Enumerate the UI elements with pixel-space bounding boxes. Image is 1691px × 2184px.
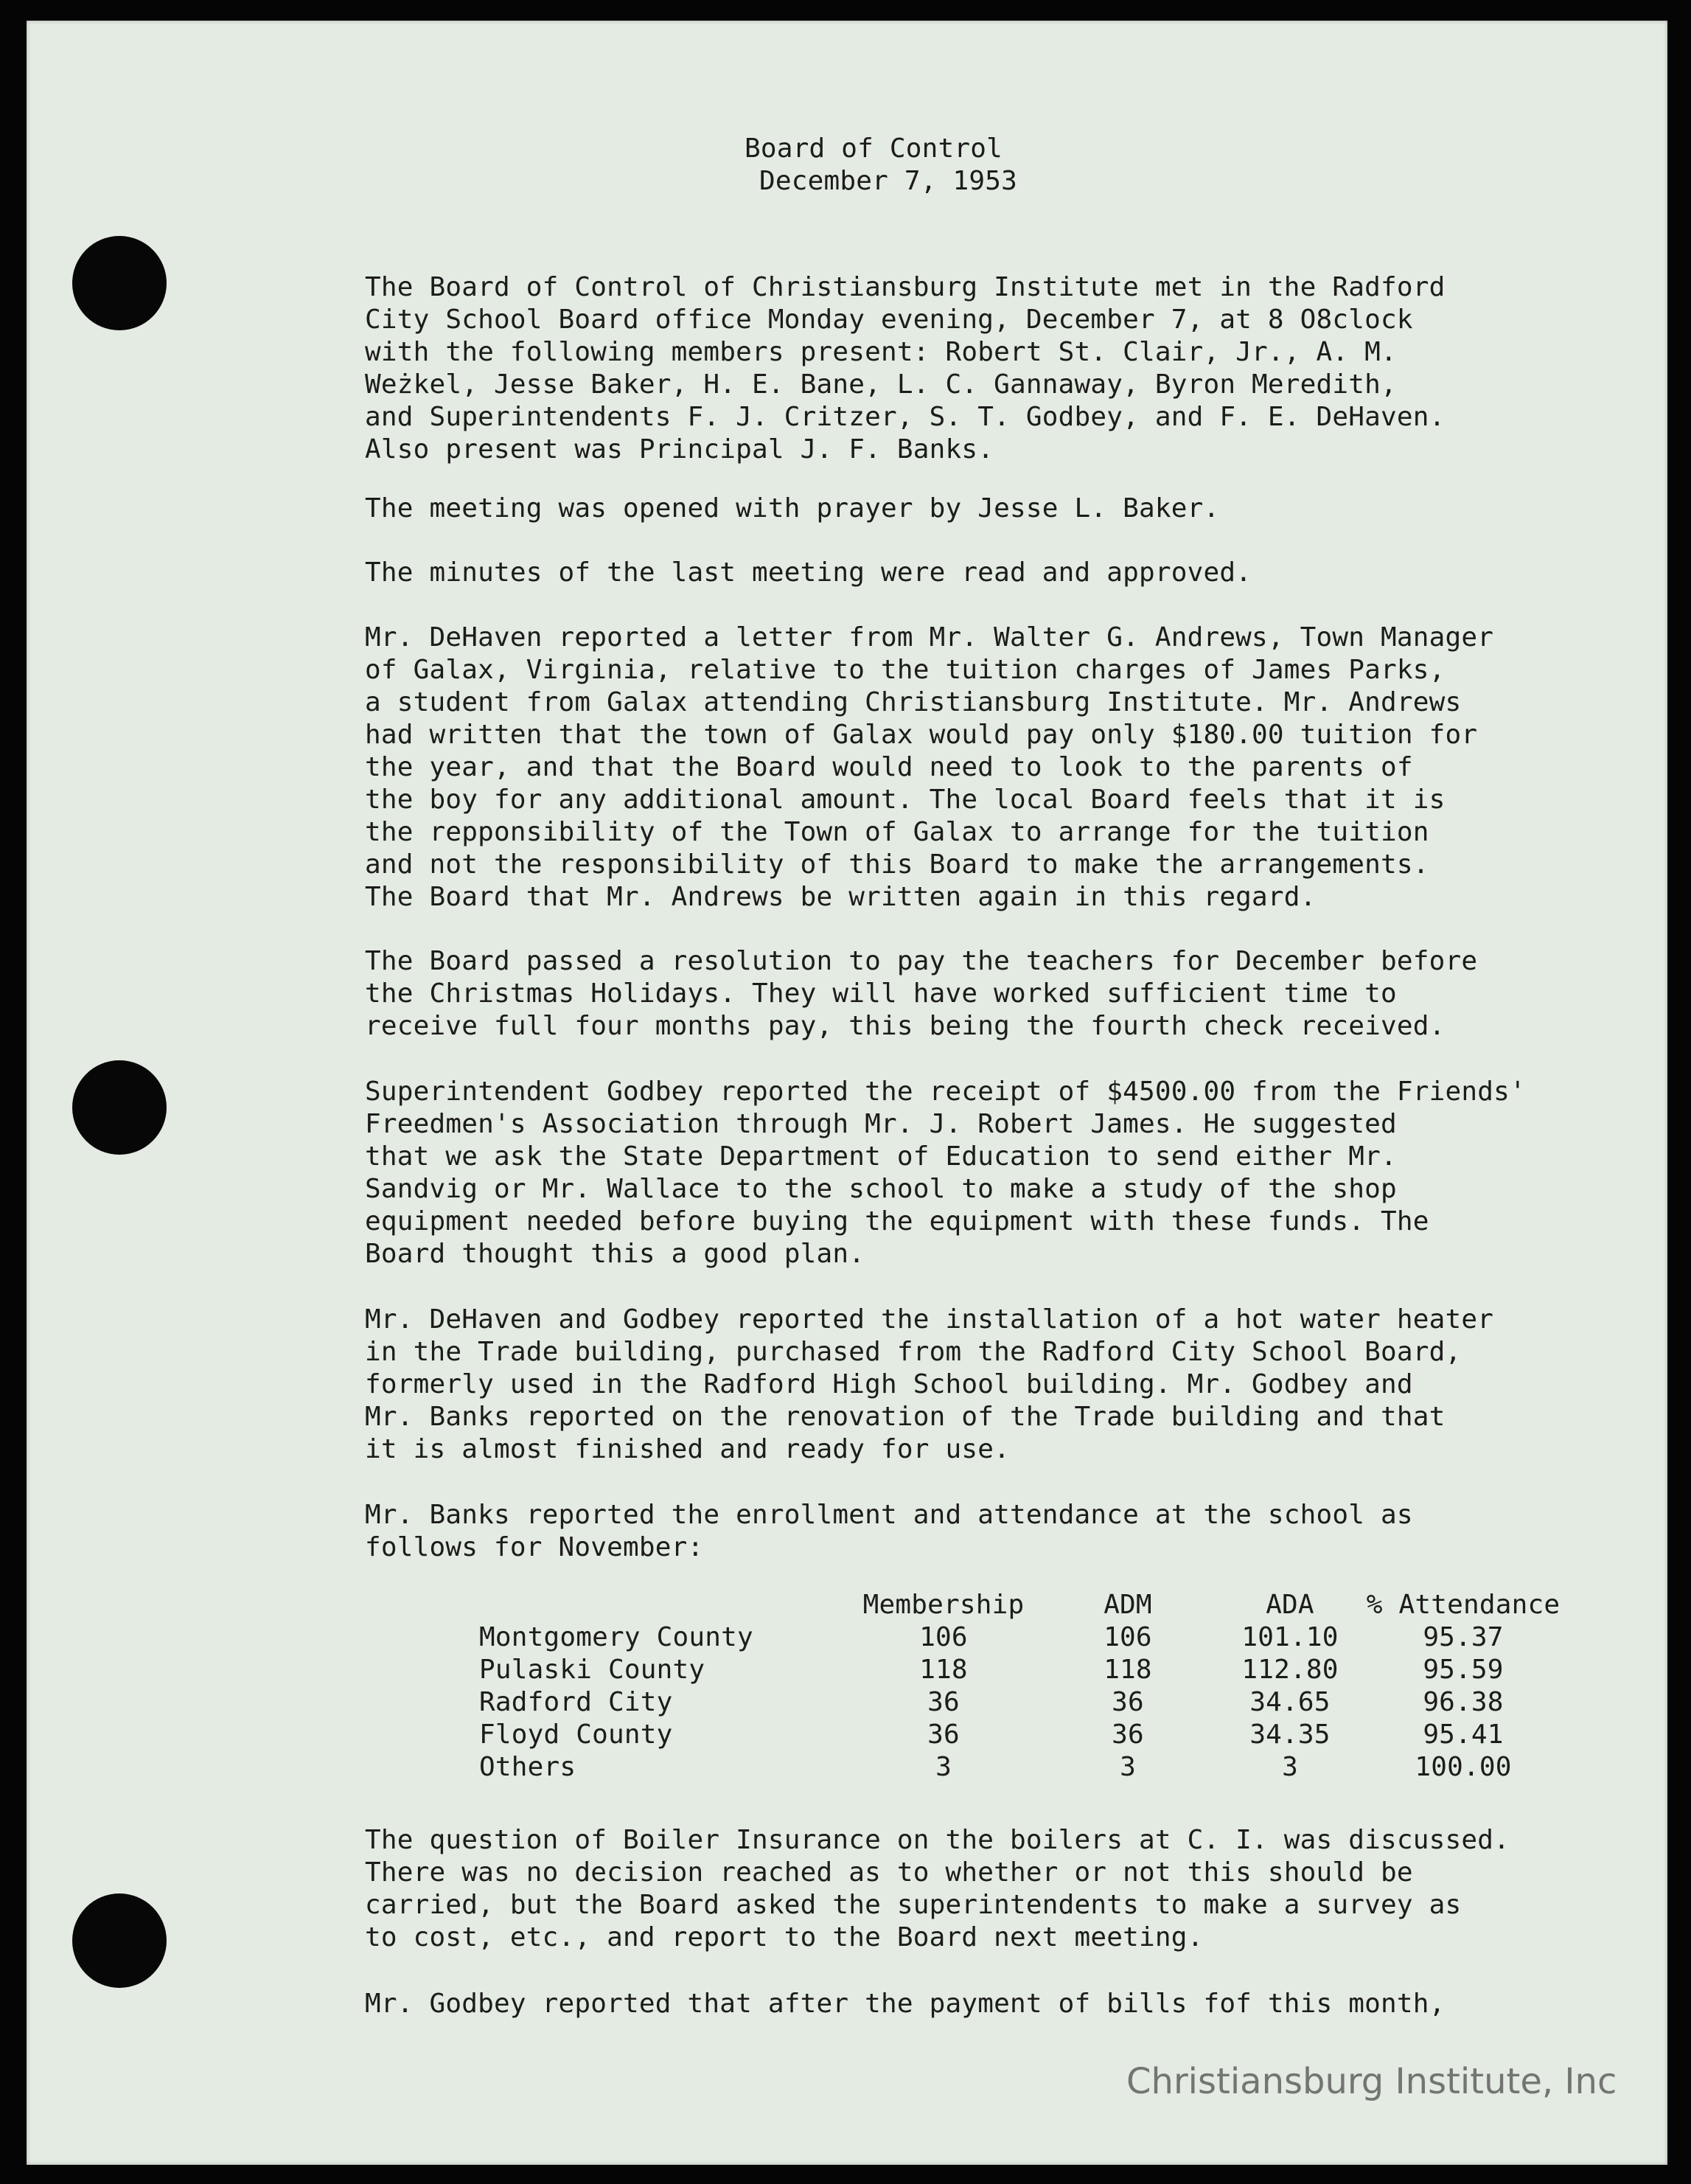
paragraph-teacher-pay: The Board passed a resolution to pay the teachers for December before the Christmas Holidays. They will have worked sufficient time to receive full four months pay, this being the fourth check received. (365, 946, 1478, 1041)
table-cell: 36 (927, 1687, 960, 1717)
table-row (479, 1686, 1563, 1719)
table-cell: 106 (919, 1622, 968, 1652)
paragraph-friends-funds: Superintendent Godbey reported the receipt of $4500.00 from the Friends' Freedmen's Association through Mr. J. Robert James. He suggested that we ask the State Department of Education to send either Mr. Sandvig or Mr. Wallace to the school to make a study of the shop equipment needed before buying the equipment with these funds. The Board thought this a good plan. (365, 1077, 1526, 1269)
table-cell: Pulaski County (479, 1655, 705, 1685)
table-cell: 118 (1103, 1655, 1152, 1685)
table-header-cell (479, 1589, 848, 1621)
paragraph-galax-tuition: Mr. DeHaven reported a letter from Mr. Walter G. Andrews, Town Manager of Galax, Virginia, relative to the tuition charges of James Parks, a student from Galax attending Christiansburg Institute. Mr. Andrews had written that the town of Galax would pay only $180.00 tuition for the year, and that the Board would need to look to the parents of the boy for any additional amount. The local Board feels that it is the repponsibility of the Town of Galax to arrange for the tuition and not the responsibility of this Board to make the arrangements. The Board that Mr. Andrews be written again in this regard. (365, 622, 1494, 912)
table-cell: 106 (1103, 1622, 1152, 1652)
table-cell: 118 (919, 1655, 968, 1685)
table-cell: 95.41 (1423, 1719, 1504, 1750)
table-cell: 34.65 (1249, 1687, 1331, 1717)
table-header-row (479, 1589, 1563, 1621)
table-row (479, 1654, 1563, 1686)
document-title (715, 133, 1098, 198)
title-line-2: December 7, 1953 (759, 166, 1017, 196)
punch-hole-bottom (72, 1893, 167, 1988)
table-cell: 3 (1282, 1752, 1298, 1782)
table-row (479, 1719, 1563, 1751)
table-cell: 96.38 (1423, 1687, 1504, 1717)
table-cell: 34.35 (1249, 1719, 1331, 1750)
table-row (479, 1621, 1563, 1654)
paragraph-bills: Mr. Godbey reported that after the payment of bills fof this month, (365, 1989, 1446, 2019)
table-cell: 3 (1120, 1752, 1136, 1782)
table-header-cell: ADM (1103, 1590, 1152, 1620)
table-cell: 3 (935, 1752, 952, 1782)
paragraph-minutes: The minutes of the last meeting were read and approved. (365, 557, 1252, 588)
table-cell: 95.37 (1423, 1622, 1504, 1652)
paragraph-boiler-insurance: The question of Boiler Insurance on the boilers at C. I. was discussed. There was no decision reached as to whether or not this should be carried, but the Board asked the superintendents to make a survey as to cost, etc., and report to the Board next meeting. (365, 1825, 1510, 1952)
paragraph-water-heater: Mr. DeHaven and Godbey reported the installation of a hot water heater in the Trade building, purchased from the Radford City School Board, formerly used in the Radford High School building. Mr. Godbey and Mr. Banks reported on the renovation of the Trade building and that it is almost finished and ready for use. (365, 1304, 1494, 1464)
table-header-cell: ADA (1266, 1590, 1314, 1620)
table-cell: 36 (927, 1719, 960, 1750)
table-header-cell: Membership (862, 1590, 1025, 1620)
table-cell: Montgomery County (479, 1622, 753, 1652)
table-cell: Radford City (479, 1687, 673, 1717)
punch-hole-middle (72, 1060, 167, 1155)
paragraph-prayer: The meeting was opened with prayer by Jesse L. Baker. (365, 493, 1220, 524)
paragraph-enrollment-intro: Mr. Banks reported the enrollment and attendance at the school as follows for November: (365, 1500, 1413, 1562)
table-row (479, 1751, 1563, 1784)
watermark: Christiansburg Institute, Inc (1126, 2061, 1617, 2102)
title-line-1: Board of Control (745, 133, 1003, 164)
table-cell: 112.80 (1241, 1655, 1339, 1685)
table-cell: 36 (1112, 1719, 1144, 1750)
punch-hole-top (72, 236, 167, 330)
paragraph-attendance-members: The Board of Control of Christiansburg Institute met in the Radford City School Board office Monday evening, December 7, at 8 O8clock with the following members present: Robert St. Clair, Jr., A. M. Weżkel, Jesse Baker, H. E. Bane, L. C. Gannaway, Byron Meredith, and Superintendents F. J. Critzer, S. T. Godbey, and F. E. DeHaven. Also present was Principal J. F. Banks. (365, 272, 1446, 465)
table-cell: Floyd County (479, 1719, 673, 1750)
table-cell: 95.59 (1423, 1655, 1504, 1685)
table-cell: 100.00 (1415, 1752, 1512, 1782)
table-cell: 36 (1112, 1687, 1144, 1717)
attendance-table (479, 1589, 1563, 1784)
table-header-cell: % Attendance (1366, 1590, 1561, 1620)
table-cell: 101.10 (1241, 1622, 1339, 1652)
table-cell: Others (479, 1752, 576, 1782)
